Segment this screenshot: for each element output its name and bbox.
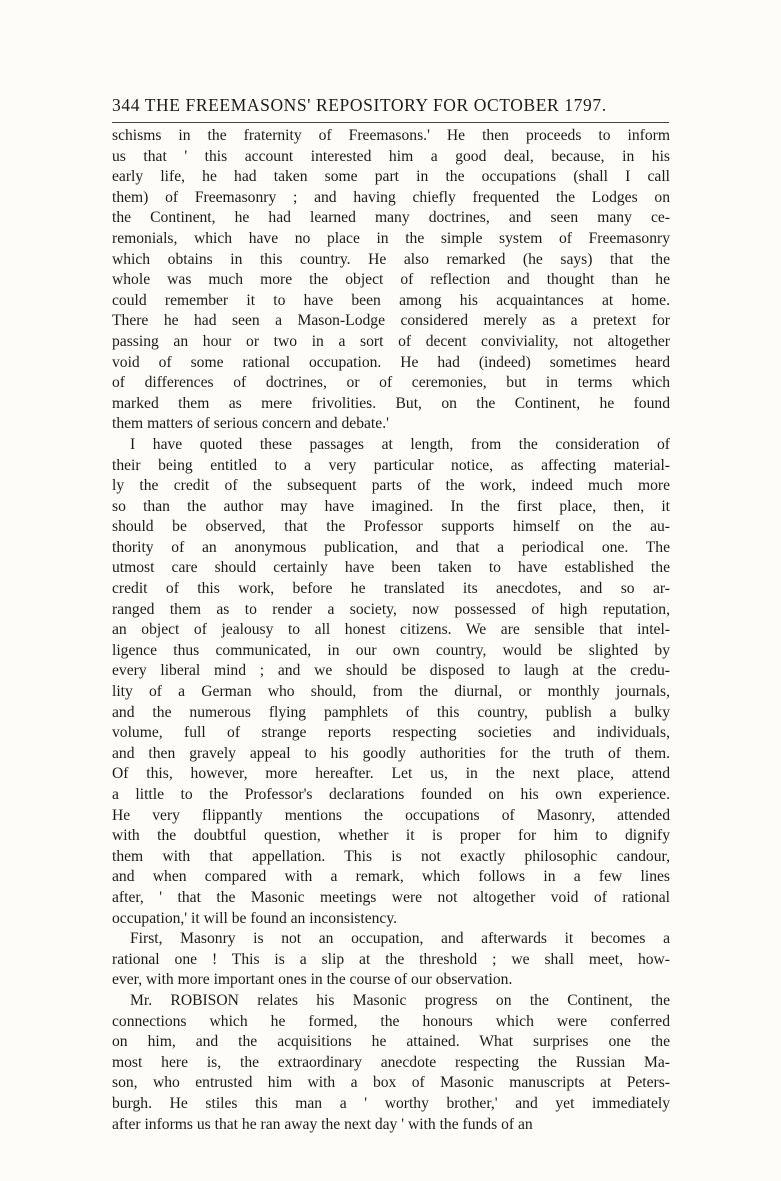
text-line: schisms in the fraternity of Freemasons.' He then proceeds to inform (112, 127, 670, 144)
text-line: them with that appellation. This is not exactly philosophic candour, (112, 847, 670, 865)
text-line: should be observed, that the Professor supports himself on the au- (112, 518, 670, 536)
text-line: There he had seen a Mason-Lodge considered merely as a pretext for (112, 312, 670, 330)
text-line: remonials, which have no place in the simple system of Freemasonry (112, 229, 670, 247)
body-text (112, 126, 670, 1135)
text-line: and when compared with a remark, which follows in a few lines (112, 868, 670, 886)
text-line: could remember it to have been among his acquaintances at home. (112, 291, 670, 309)
text-line: and then gravely appeal to his goodly authorities for the truth of them. (112, 744, 670, 762)
text-line: lity of a German who should, from the diurnal, or monthly journals, (112, 683, 670, 701)
text-line: void of some rational occupation. He had (indeed) sometimes heard (112, 353, 670, 371)
text-line: ly the credit of the subsequent parts of the work, indeed much more (112, 477, 670, 495)
paragraph (112, 126, 670, 435)
text-line: on him, and the acquisitions he attained. What surprises one the (112, 1033, 670, 1051)
text-line: most here is, the extraordinary anecdote respecting the Russian Ma- (112, 1053, 670, 1071)
text-line: He very flippantly mentions the occupations of Masonry, attended (112, 806, 670, 824)
running-header (112, 95, 672, 116)
text-line: I have quoted these passages at length, from the consideration of (130, 435, 670, 453)
text-line: whole was much more the object of reflection and thought than he (112, 271, 670, 289)
text-line: them) of Freemasonry ; and having chiefly frequented the Lodges on (112, 188, 670, 206)
text-line: which obtains in this country. He also remarked (he says) that the (112, 250, 670, 268)
text-line: ligence thus communicated, in our own country, would be slighted by (112, 641, 670, 659)
text-line: after informs us that he ran away the next day ' with the funds of an (112, 1115, 533, 1133)
text-line: us that ' this account interested him a good deal, because, in his (112, 147, 670, 165)
text-line: Mr. ROBISON relates his Masonic progress on the Continent, the (130, 991, 670, 1009)
text-line: utmost care should certainly have been taken to have established the (112, 559, 670, 577)
running-title: THE FREEMASONS' REPOSITORY FOR OCTOBER 1797. (144, 95, 607, 115)
text-line: early life, he had taken some part in the occupations (shall I call (112, 168, 670, 186)
text-line: Of this, however, more hereafter. Let us, in the next place, attend (112, 765, 670, 783)
text-line: marked them as mere frivolities. But, on the Continent, he found (112, 394, 670, 412)
text-line: so than the author may have imagined. In the first place, then, it (112, 497, 670, 515)
text-line: credit of this work, before he translated its anecdotes, and so ar- (112, 580, 670, 598)
text-line: burgh. He stiles this man a ' worthy brother,' and yet immediately (112, 1094, 670, 1112)
header-rule (112, 122, 669, 123)
text-line: their being entitled to a very particular notice, as affecting material- (112, 456, 670, 474)
text-line: ranged them as to render a society, now possessed of high reputation, (112, 600, 670, 618)
text-line: thority of an anonymous publication, and that a periodical one. The (112, 538, 670, 556)
text-line: a little to the Professor's declarations founded on his own experience. (112, 786, 670, 803)
text-line: connections which he formed, the honours which were conferred (112, 1012, 670, 1030)
text-line: an object of jealousy to all honest citizens. We are sensible that intel- (112, 621, 670, 639)
text-line: after, ' that the Masonic meetings were not altogether void of rational (112, 888, 670, 906)
paragraph (112, 929, 670, 991)
text-line: the Continent, he had learned many doctrines, and seen many ce- (112, 209, 670, 227)
text-line: son, who entrusted him with a box of Masonic manuscripts at Peters- (112, 1074, 670, 1092)
paragraph (112, 435, 670, 929)
text-line: occupation,' it will be found an inconsistency. (112, 909, 398, 927)
text-line: them matters of serious concern and debate.' (112, 415, 389, 433)
text-line: and the numerous flying pamphlets of this country, publish a bulky (112, 703, 670, 721)
text-line: rational one ! This is a slip at the threshold ; we shall meet, how- (112, 950, 670, 968)
text-line: volume, full of strange reports respecting societies and individuals, (112, 724, 670, 742)
paragraph (112, 991, 670, 1135)
text-line: First, Masonry is not an occupation, and afterwards it becomes a (130, 930, 670, 948)
text-line: ever, with more important ones in the course of our observation. (112, 971, 513, 989)
text-line: with the doubtful question, whether it is proper for him to dignify (112, 827, 670, 845)
page-number: 344 (112, 95, 141, 115)
text-line: every liberal mind ; and we should be disposed to laugh at the credu- (112, 662, 670, 680)
text-line: passing an hour or two in a sort of decent conviviality, not altogether (112, 332, 670, 350)
text-line: of differences of doctrines, or of ceremonies, but in terms which (112, 374, 670, 392)
